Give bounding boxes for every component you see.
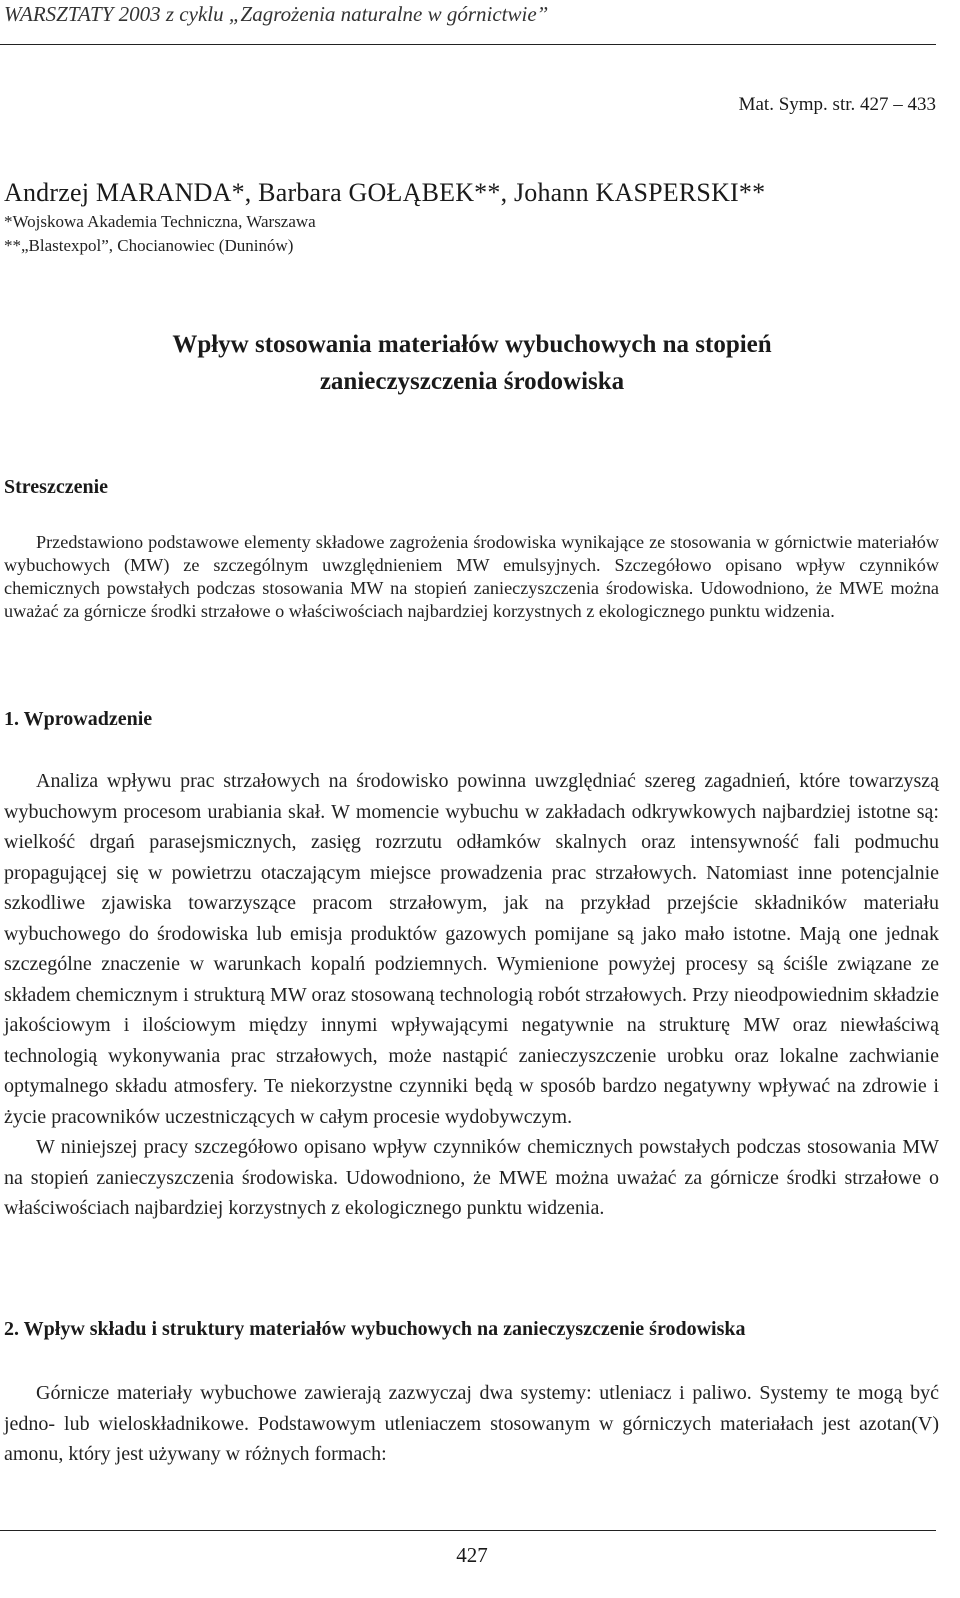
affiliation-2: **„Blastexpol”, Chocianowiec (Duninów) — [4, 236, 294, 255]
page-number: 427 — [456, 1543, 488, 1567]
abstract-text: Przedstawiono podstawowe elementy składowe zagrożenia środowiska wynikające ze stosowania w górnictwie materiałów wybuchowych (MW) ze szczególnym uwzględnieniem MW emulsyjnych. Szczegółowo opisano wpływ czynników chemicznych powstałych podczas stosowania MW na stopień zanieczyszczenia środowiska. Udowodniono, że MWE można uważać za górnicze środki strzałowe o właściwościach najbardziej korzystnych z ekologicznego punktu widzenia. — [4, 532, 939, 621]
title-line-2: zanieczyszczenia środowiska — [319, 368, 625, 395]
paper-title — [0, 326, 944, 400]
section-1-heading: 1. Wprowadzenie — [4, 708, 153, 730]
affiliation-1: *Wojskowa Akademia Techniczna, Warszawa — [4, 212, 316, 231]
paragraph: Analiza wpływu prac strzałowych na środowisko powinna uwzględniać szereg zagadnień, które towarzyszą wybuchowym procesom urabiania skał. W momencie wybuchu w zakładach odkrywkowych najbardziej istotne są: wielkość drgań parasejsmicznych, zasięg rozrzutu odłamków skalnych oraz intensywność fali podmuchu propagującej się w powietrzu otaczającym miejsce prowadzenia prac strzałowych. Natomiast inne potencjalnie szkodliwe zjawiska towarzyszące pracom strzałowym, jak na przykład przejście składników materiału wybuchowego do środowiska lub emisja produktów gazowych pomijane są jako mało istotne. Mają one jednak szczególne znaczenie w warunkach kopalń podziemnych. Wymienione powyżej procesy są ściśle związane ze składem chemicznym i strukturą MW oraz stosowaną technologią robót strzałowych. Przy nieodpowiednim składzie jakościowym i ilościowym między innymi wpływającymi negatywnie na strukturę MW oraz niewłaściwą technologią wykonywania prac strzałowych, może nastąpić zanieczyszczenie urobku oraz lokalne zachwianie optymalnego składu atmosfery. Te niekorzystne czynniki będą w sposób bardzo negatywny wpływać na zdrowie i życie pracowników uczestniczących w całym procesie wydobywczym. — [4, 770, 939, 1128]
section-2-heading: 2. Wpływ składu i struktury materiałów wybuchowych na zanieczyszczenie środowiska — [4, 1318, 746, 1340]
paragraph: W niniejszej pracy szczegółowo opisano wpływ czynników chemicznych powstałych podczas stosowania MW na stopień zanieczyszczenia środowiska. Udowodniono, że MWE można uważać za górnicze środki strzałowe o właściwościach najbardziej korzystnych z ekologicznego punktu widzenia. — [4, 1136, 939, 1219]
author-names: Andrzej MARANDA*, Barbara GOŁĄBEK**, Johann KASPERSKI** — [4, 178, 766, 207]
series-header: WARSZTATY 2003 z cyklu „Zagrożenia naturalne w górnictwie” — [4, 2, 549, 26]
paragraph: Górnicze materiały wybuchowe zawierają zazwyczaj dwa systemy: utleniacz i paliwo. Systemy te mogą być jedno- lub wieloskładnikowe. Podstawowym utleniaczem stosowanym w górniczych materiałach jest azotan(V) amonu, który jest używany w różnych formach: — [4, 1382, 939, 1465]
abstract-heading: Streszczenie — [4, 476, 109, 498]
footer-rule — [0, 1530, 936, 1531]
header-rule — [0, 44, 936, 45]
title-line-1: Wpływ stosowania materiałów wybuchowych na stopień — [172, 331, 772, 358]
section-2-body — [4, 1378, 939, 1470]
section-1-body — [4, 766, 939, 1224]
page-range-reference: Mat. Symp. str. 427 – 433 — [738, 94, 936, 115]
